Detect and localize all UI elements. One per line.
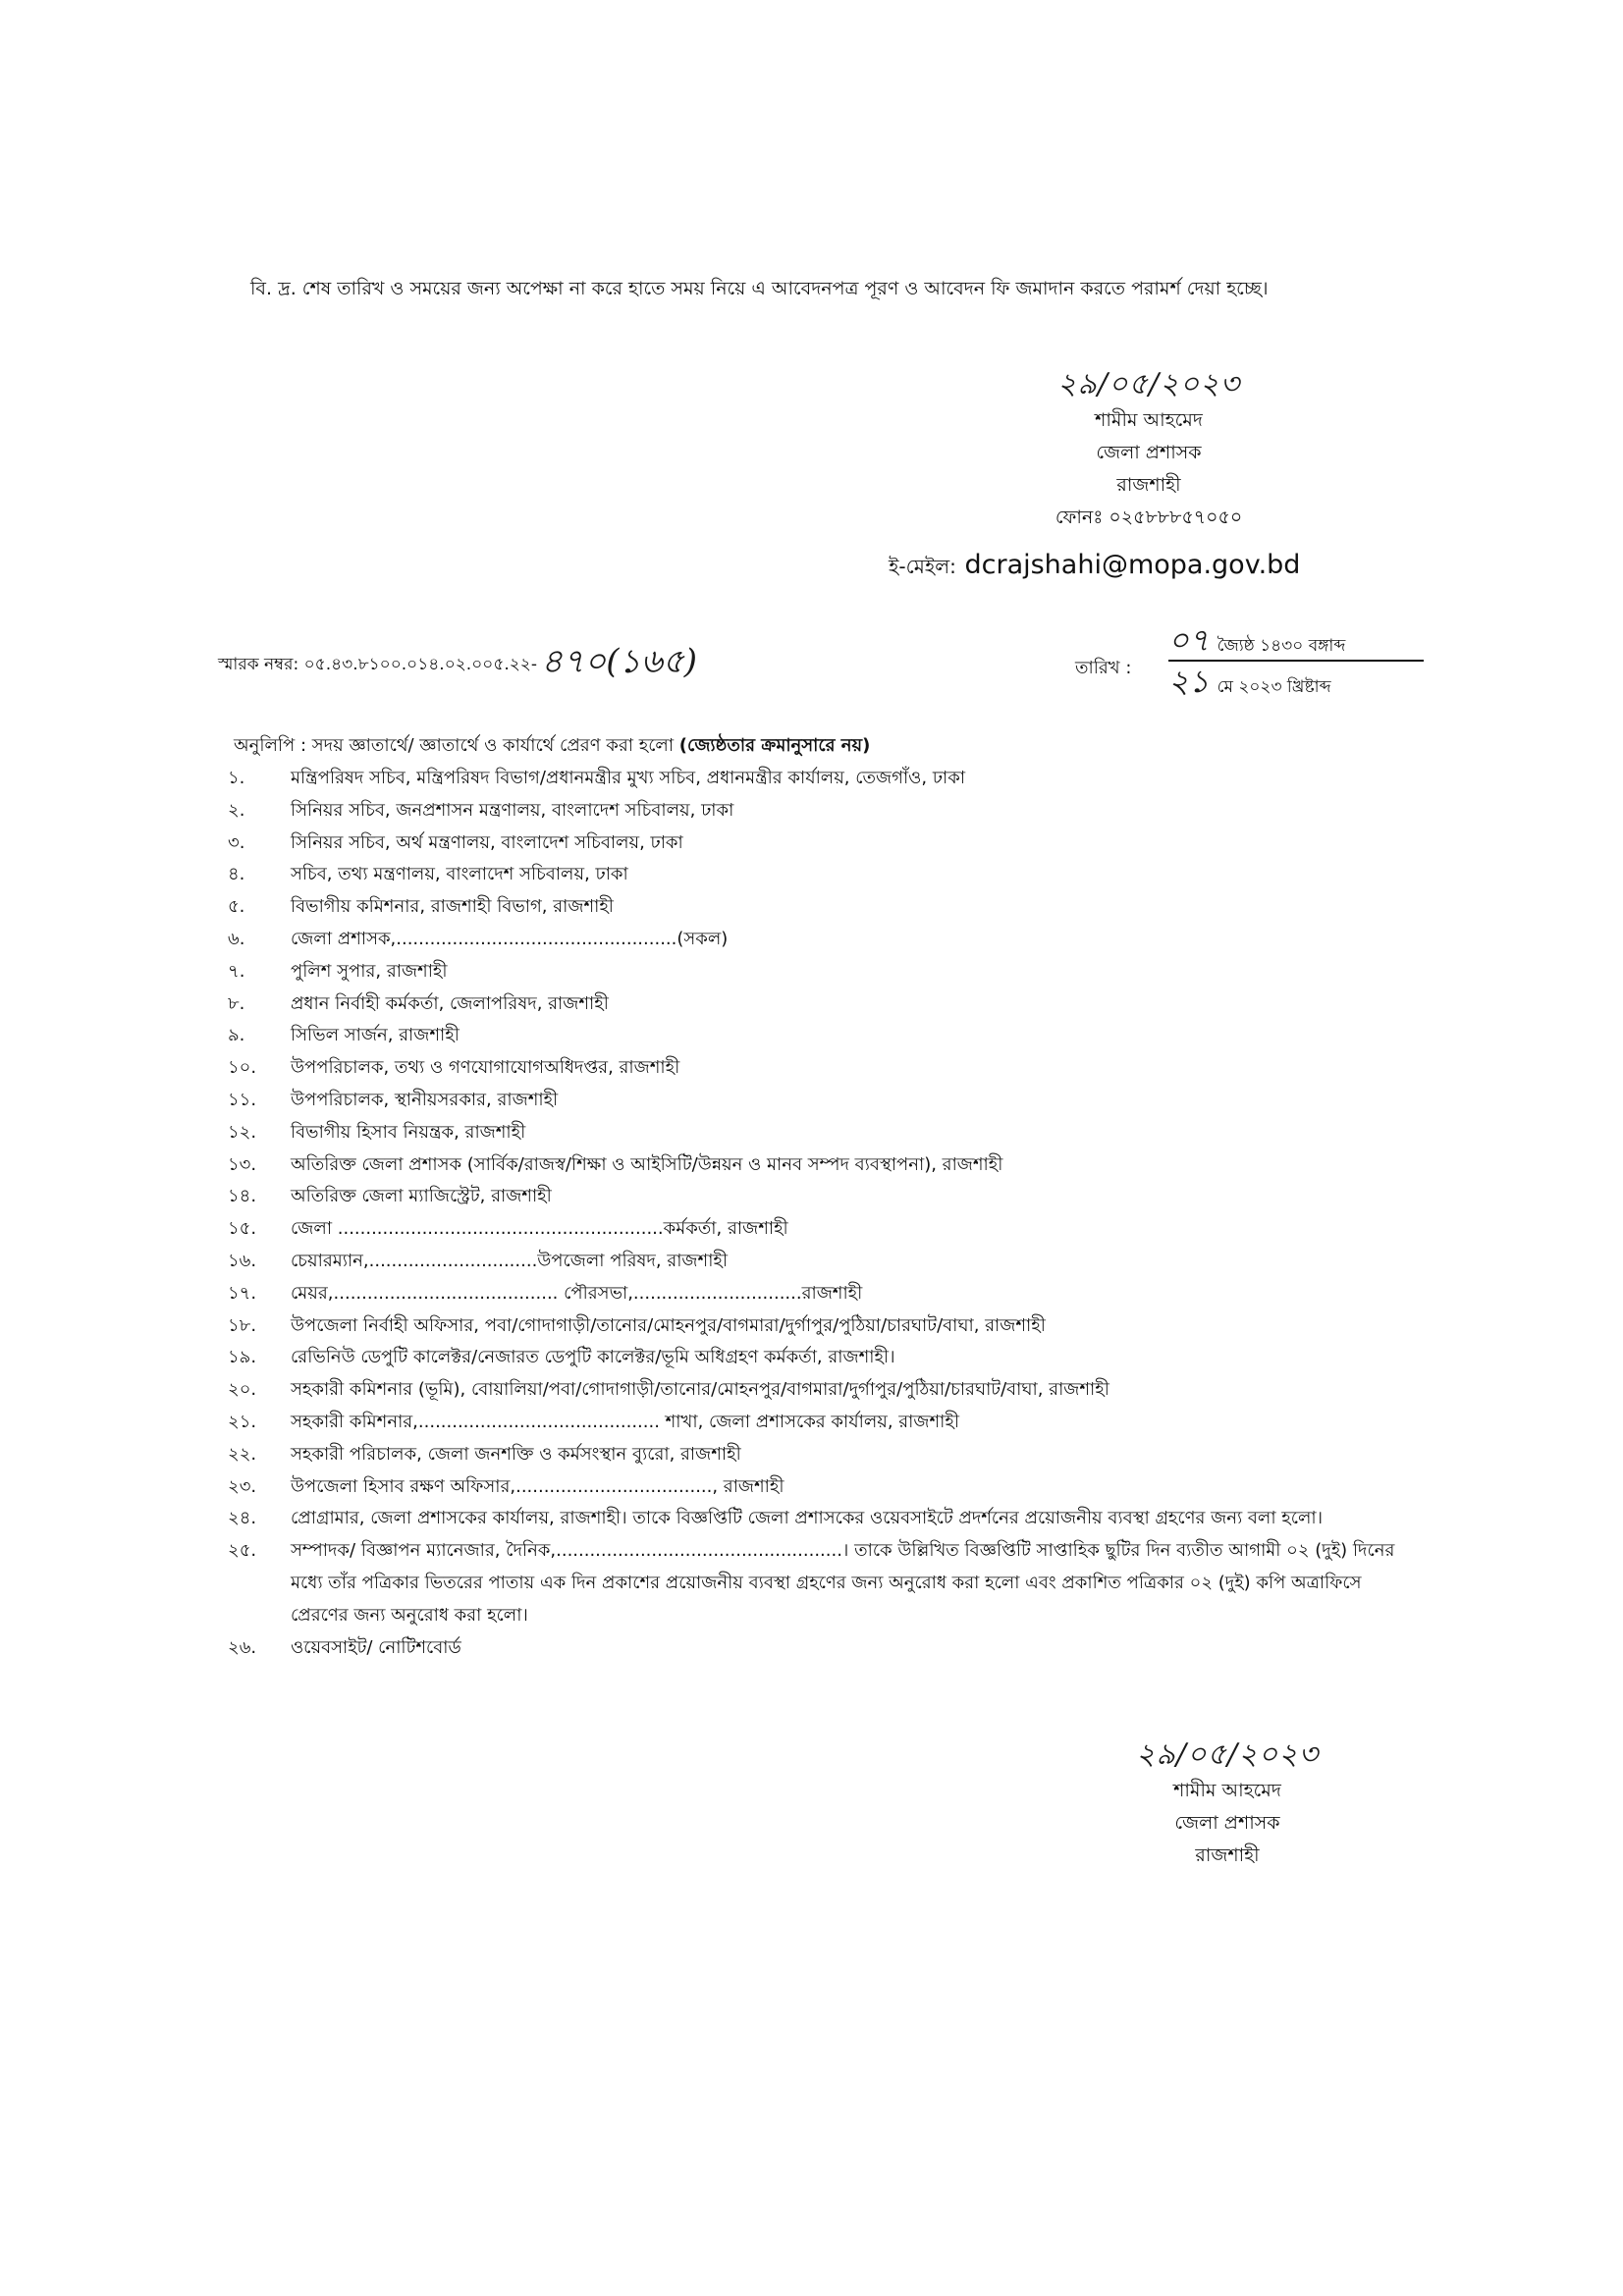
signer-designation: জেলা প্রশাসক bbox=[1174, 1812, 1280, 1834]
cc-item-number: ৬. bbox=[228, 928, 245, 949]
signer-designation: জেলা প্রশাসক bbox=[1096, 442, 1202, 463]
signer-phone: ফোনঃ ০২৫৮৮৮৫৭০৫০ bbox=[1055, 507, 1243, 528]
gregorian-day: ২১ bbox=[1168, 663, 1210, 700]
cc-item-text: পুলিশ সুপার, রাজশাহী bbox=[291, 960, 448, 982]
cc-item-text: উপপরিচালক, তথ্য ও গণযোগাযোগঅধিদপ্তর, রাজশাহী bbox=[291, 1057, 680, 1079]
cc-list-item bbox=[228, 1181, 1421, 1213]
cc-item-text: মেয়র,........................................ পৌরসভা,..............................রাজশাহী bbox=[291, 1282, 863, 1304]
cc-list-item bbox=[228, 795, 1421, 828]
cc-title bbox=[234, 730, 870, 762]
cc-list-item bbox=[228, 828, 1421, 860]
cc-item-number: ২২. bbox=[228, 1443, 257, 1465]
cc-list bbox=[228, 763, 1421, 1664]
cc-item-text: বিভাগীয় কমিশনার, রাজশাহী বিভাগ, রাজশাহী bbox=[291, 896, 614, 918]
memo-label: স্মারক নম্বর: ০৫.৪৩.৮১০০.০১৪.০২.০০৫.২২- bbox=[218, 655, 537, 674]
bangla-day: ০৭ bbox=[1168, 621, 1210, 659]
cc-item-number: ২৬. bbox=[228, 1636, 257, 1658]
signer-name: শামীম আহমেদ bbox=[1173, 1780, 1281, 1801]
memo-handwritten-number: ৪৭০(১৬৫) bbox=[541, 642, 698, 681]
cc-list-item bbox=[228, 1020, 1421, 1052]
cc-item-text: সহকারী কমিশনার,........................................... শাখা, জেলা প্রশাসকের কার্যালয়, রাজশাহী bbox=[291, 1411, 959, 1432]
cc-item-number: ১৮. bbox=[228, 1314, 257, 1336]
bangla-month-year: জ্যৈষ্ঠ ১৪৩০ বঙ্গাব্দ bbox=[1217, 636, 1346, 656]
cc-item-text: রেভিনিউ ডেপুটি কালেক্টর/নেজারত ডেপুটি কালেক্টর/ভূমি অধিগ্রহণ কর্মকর্তা, রাজশাহী। bbox=[291, 1347, 895, 1368]
cc-item-text: ওয়েবসাইট/ নোটিশবোর্ড bbox=[291, 1636, 461, 1658]
cc-item-number: ১৯. bbox=[228, 1347, 257, 1368]
signature-date: ২৯/০৫/২০২৩ bbox=[1056, 367, 1241, 401]
cc-list-item bbox=[228, 891, 1421, 924]
gregorian-date bbox=[1168, 662, 1473, 701]
email-label: ই-মেইল: bbox=[889, 555, 956, 578]
cc-item-text: উপপরিচালক, স্থানীয়সরকার, রাজশাহী bbox=[291, 1089, 559, 1110]
cc-list-item bbox=[228, 1374, 1421, 1407]
cc-item-number: ১৪. bbox=[228, 1186, 257, 1207]
cc-list-item bbox=[228, 859, 1421, 891]
cc-item-text: চেয়ারম্যান,..............................উপজেলা পরিষদ, রাজশাহী bbox=[291, 1250, 729, 1271]
signer-name: শামীম আহমেদ bbox=[1095, 409, 1203, 431]
cc-item-text: জেলা প্রশাসক,..................................................(সকল) bbox=[291, 928, 729, 949]
cc-item-number: ২৩. bbox=[228, 1475, 257, 1497]
cc-item-text: সিভিল সার্জন, রাজশাহী bbox=[291, 1025, 460, 1046]
cc-item-number: ২. bbox=[228, 799, 245, 821]
cc-item-number: ১. bbox=[228, 768, 245, 788]
cc-item-number: ১৬. bbox=[228, 1250, 257, 1271]
signer-district: রাজশাহী bbox=[1195, 1844, 1260, 1866]
cc-item-text: প্রধান নির্বাহী কর্মকর্তা, জেলাপরিষদ, রাজশাহী bbox=[291, 992, 609, 1014]
cc-item-text: জেলা ..........................................................কর্মকর্তা, রাজশাহী bbox=[291, 1218, 788, 1240]
cc-item-number: ১৫. bbox=[228, 1218, 257, 1240]
cc-item-number: ১৩. bbox=[228, 1153, 257, 1175]
date-label: তারিখ : bbox=[1075, 658, 1132, 678]
cc-list-item bbox=[228, 1149, 1421, 1182]
cc-item-number: ১১. bbox=[228, 1089, 257, 1110]
cc-item-number: ২১. bbox=[228, 1411, 257, 1432]
cc-list-item bbox=[228, 1503, 1421, 1535]
cc-item-number: ৭. bbox=[228, 960, 245, 982]
cc-item-number: ৩. bbox=[228, 831, 245, 853]
cc-list-item bbox=[228, 1471, 1421, 1504]
cc-item-text: প্রোগ্রামার, জেলা প্রশাসকের কার্যালয়, রাজশাহী। তাকে বিজ্ঞপ্তিটি জেলা প্রশাসকের ওয়েবসাইটে প্রদর্শনের প্রয়োজনীয় ব্যবস্থা গ্রহণের জন্য বলা হলো। bbox=[291, 1508, 1324, 1529]
cc-list-item bbox=[228, 1342, 1421, 1374]
cc-item-text: সহকারী পরিচালক, জেলা জনশক্তি ও কর্মসংস্থান ব্যুরো, রাজশাহী bbox=[291, 1443, 741, 1465]
cc-item-text: সম্পাদক/ বিজ্ঞাপন ম্যানেজার, দৈনিক,...................................................। তাকে উল্লিখিত বিজ্ঞপ্তিটি সাপ্তাহিক ছুটির দিন ব্যতীত আগামী ০২ (দুই) দিনের মধ্যে তাঁর পত্রিকার ভিতরের পাতায় এক দিন প্রকাশের প্রয়োজনীয় ব্যবস্থা গ্রহণের জন্য অনুরোধ করা হলো এবং প্রকাশিত পত্রিকার ০২ (দুই) কপি অত্রাফিসে প্রেরণের জন্য অনুরোধ করা হলো। bbox=[291, 1540, 1395, 1626]
cc-list-item bbox=[228, 763, 1421, 795]
signature-block-bottom bbox=[1080, 1735, 1375, 1872]
cc-list-item bbox=[228, 1213, 1421, 1246]
cc-item-number: ৮. bbox=[228, 992, 245, 1014]
cc-item-text: সিনিয়র সচিব, জনপ্রশাসন মন্ত্রণালয়, বাংলাদেশ সচিবালয়, ঢাকা bbox=[291, 799, 734, 821]
cc-item-number: ১০. bbox=[228, 1057, 257, 1079]
cc-title-note: (জ্যেষ্ঠতার ক্রমানুসারে নয়) bbox=[678, 735, 871, 756]
cc-item-number: ১২. bbox=[228, 1121, 257, 1143]
cc-list-item bbox=[228, 1535, 1421, 1631]
cc-list-item bbox=[228, 1085, 1421, 1117]
cc-item-text: উপজেলা নির্বাহী অফিসার, পবা/গোদাগাড়ী/তানোর/মোহনপুর/বাগমারা/দুর্গাপুর/পুঠিয়া/চারঘাট/বাঘা, রাজশাহী bbox=[291, 1314, 1046, 1336]
cc-item-text: মন্ত্রিপরিষদ সচিব, মন্ত্রিপরিষদ বিভাগ/প্রধানমন্ত্রীর মুখ্য সচিব, প্রধানমন্ত্রীর কার্যালয়, তেজগাঁও, ঢাকা bbox=[291, 768, 966, 788]
cc-item-number: ২৪. bbox=[228, 1508, 257, 1529]
cc-item-text: অতিরিক্ত জেলা ম্যাজিস্ট্রেট, রাজশাহী bbox=[291, 1186, 552, 1207]
signer-district: রাজশাহী bbox=[1116, 474, 1181, 496]
cc-list-item bbox=[228, 1310, 1421, 1343]
cc-list-item bbox=[228, 956, 1421, 988]
cc-list-item bbox=[228, 1052, 1421, 1085]
signature-block-top bbox=[982, 365, 1316, 534]
cc-item-text: উপজেলা হিসাব রক্ষণ অফিসার,..................................., রাজশাহী bbox=[291, 1475, 784, 1497]
cc-list-item bbox=[228, 1632, 1421, 1665]
cc-item-number: ৯. bbox=[228, 1025, 245, 1046]
cc-item-number: ১৭. bbox=[228, 1282, 257, 1304]
memo-number bbox=[218, 642, 697, 684]
cc-item-text: সহকারী কমিশনার (ভূমি), বোয়ালিয়া/পবা/গোদাগাড়ী/তানোর/মোহনপুর/বাগমারা/দুর্গাপুর/পুঠিয়া/চারঘাট/বাঘা, রাজশাহী bbox=[291, 1379, 1109, 1401]
cc-list-item bbox=[228, 1278, 1421, 1310]
cc-list-item bbox=[228, 1407, 1421, 1439]
cc-list-item bbox=[228, 1117, 1421, 1149]
email-line bbox=[889, 546, 1300, 586]
cc-item-number: ৪. bbox=[228, 864, 245, 885]
cc-item-text: অতিরিক্ত জেলা প্রশাসক (সার্বিক/রাজস্ব/শিক্ষা ও আইসিটি/উন্নয়ন ও মানব সম্পদ ব্যবস্থাপনা), রাজশাহী bbox=[291, 1153, 1003, 1175]
cc-item-number: ২৫. bbox=[228, 1540, 257, 1562]
email-address: dcrajshahi@mopa.gov.bd bbox=[964, 550, 1301, 580]
cc-list-item bbox=[228, 924, 1421, 956]
gregorian-month-year: মে ২০২৩ খ্রিষ্টাব্দ bbox=[1217, 677, 1331, 697]
cc-item-number: ২০. bbox=[228, 1379, 257, 1401]
cc-list-item bbox=[228, 1439, 1421, 1471]
cc-title-text: অনুলিপি : সদয় জ্ঞাতার্থে/ জ্ঞাতার্থে ও কার্যার্থে প্রেরণ করা হলো bbox=[234, 735, 675, 756]
cc-item-text: সিনিয়র সচিব, অর্থ মন্ত্রণালয়, বাংলাদেশ সচিবালয়, ঢাকা bbox=[291, 831, 683, 853]
bangla-date bbox=[1168, 620, 1473, 660]
cc-list-item bbox=[228, 988, 1421, 1021]
cc-list-item bbox=[228, 1246, 1421, 1278]
note-paragraph: বি. দ্র. শেষ তারিখ ও সময়ের জন্য অপেক্ষা না করে হাতে সময় নিয়ে এ আবেদনপত্র পূরণ ও আবেদন ফি জমাদান করতে পরামর্শ দেয়া হচ্ছে। bbox=[250, 278, 1269, 299]
cc-item-text: সচিব, তথ্য মন্ত্রণালয়, বাংলাদেশ সচিবালয়, ঢাকা bbox=[291, 864, 628, 885]
cc-item-number: ৫. bbox=[228, 896, 245, 918]
signature-date: ২৯/০৫/২০২৩ bbox=[1135, 1737, 1320, 1772]
cc-item-text: বিভাগীয় হিসাব নিয়ন্ত্রক, রাজশাহী bbox=[291, 1121, 526, 1143]
